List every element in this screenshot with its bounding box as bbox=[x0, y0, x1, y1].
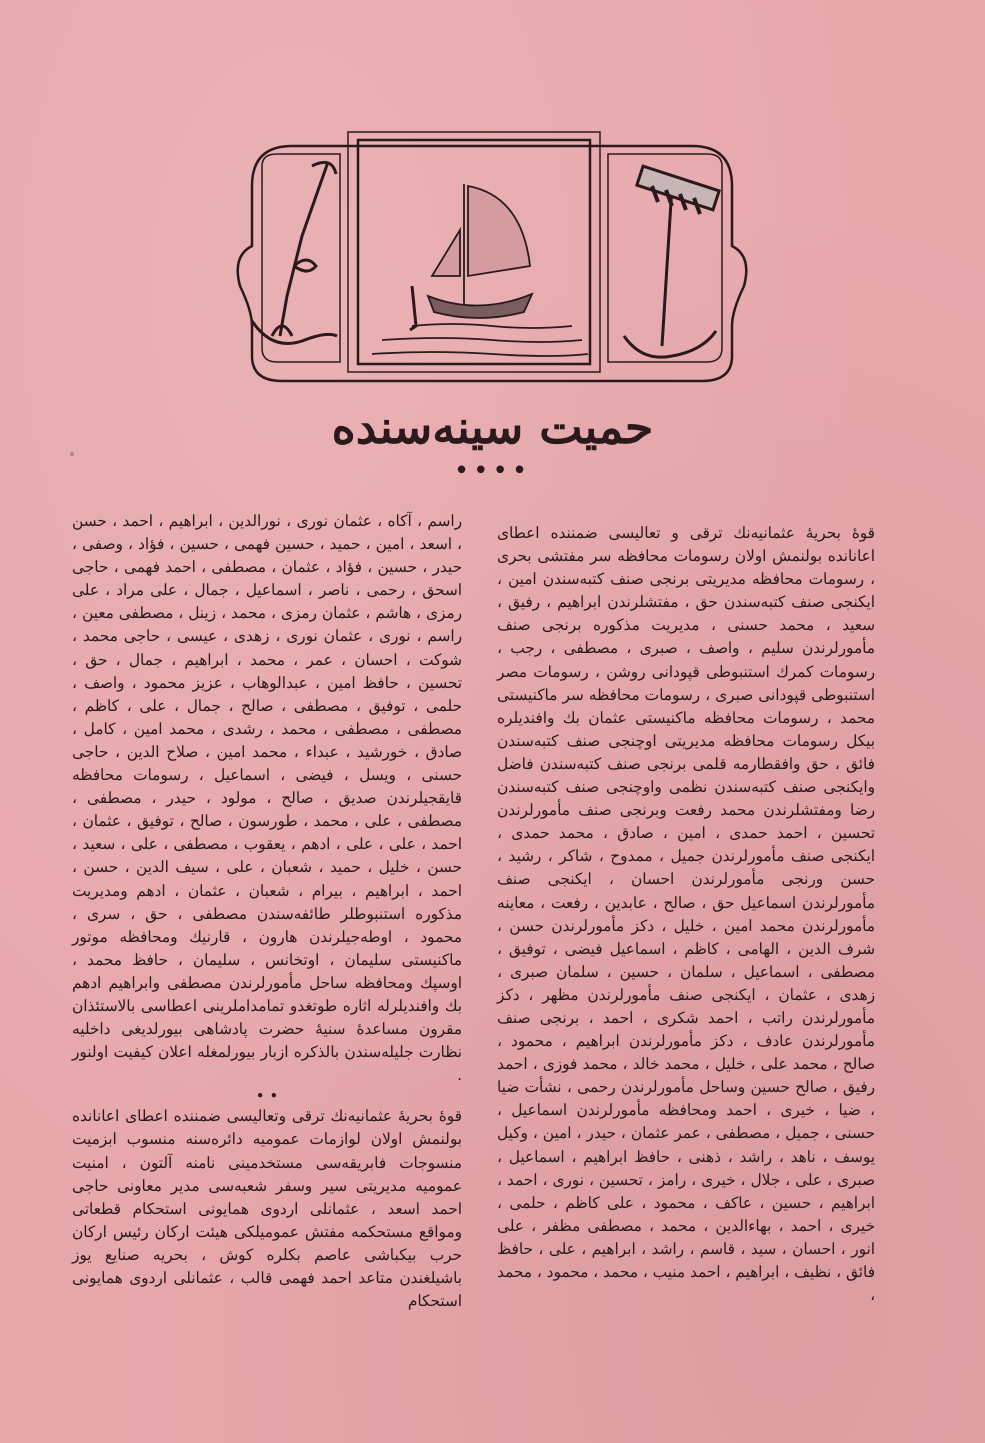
left-column-paragraph-2: قوهٔ بحریهٔ عثمانیه‌نك ترقی وتعالیسی ضمننده اعطای اعانانده بولنمش اولان لوازمات عمومیه دائره‌سنه منسوب ابزمیت منسوجات فابریقه‌سی مستخدمینی نامنه آلتون ، امنیت عمومیه مدیریتی سیر وسفر شعبه‌سی مدیر معاونی حاجی احمد اسعد ، عثمانلی اردوی همایونی استحکام قطعاتی ومواقع مستحکمه مفتش عمومیلکی هیئت ارکان رئیس ارکان حرب بیکباشی عاصم بکلره کوش ، بحریه صنایع یوز باشیلغندن متاعد احمد فهمی قالب ، عثمانلی اردوی همایونی استحکام bbox=[72, 1107, 462, 1311]
right-column-paragraph: قوهٔ بحریهٔ عثمانیه‌نك ترقی و تعالیسی ضمننده اعطای اعانانده بولنمش اولان رسومات محافظه سر مفتشی بحری ، رسومات محافظه مدیریتی برنجی صنف کتبه‌سندن امین ، ایکنجی صنف کتبه‌سندن حق ، مفتشلرندن ابراهیم ، رفیق ، سعید ، محمد حسنی ، مدیریت مذکوره برنجی صنف مأمورلرندن سلیم ، واصف ، صبری ، مصطفی ، رجب ، رسومات کمرك استنبوطی قپودانی روشن ، رسومات مصر استنبوطی قپودانی صبری ، رسومات محافظه سر ماکنیستی محمد ، رسومات محافظه ماکنیستی عثمان بك وافندیلره بیکل رسومات محافظه مدیریتی اوچنجی صنف کتبه‌سندن فائق ، حق وافقطارمه قلمی برنجی صنف کتبه‌سندن فاضل وایکنجی صنف کتبه‌سندن نظمی واوچنجی صنف کتبه‌سندن رضا ومفتشلرندن محمد رفعت وبرنجی صنف مأمورلرندن تحسین ، احمد حمدی ، امین ، صادق ، محمد حمدی ، ایکنجی صنف مأمورلرندن جمیل ، ممدوح ، شاکر ، رشید ، حسن ورنجی مأمورلرندن احسان ، ایکنجی صنف مأمورلرندن اسماعیل حق ، صالح ، عابدین ، رفعت ، معاینه مأمورلرندن محمد امین ، خلیل ، دکز مأمورلرندن حسن ، شرف الدین ، الهامی ، کاظم ، اسماعیل فیضی ، توفیق ، مصطفی ، اسماعیل ، سلمان ، حسین ، سلمان صبری ، زهدی ، عثمان ، ایکنجی صنف مأمورلرندن مظهر ، دکز مأمورلرندن راتب ، احمد شکری ، احمد ، برنجی صنف مأمورلرندن عادف ، دکز مأمورلرندن ابراهیم ، محمود ، صالح ، محمد علی ، خلیل ، محمد خالد ، محمد فوزی ، احمد رفیق ، صالح حسین وساحل مأمورلرندن رحمی ، نشأت ضیا ، ضیا ، خیری ، احمد ومحافظه مأمورلرندن اسماعیل ، حسنی ، جمیل ، مصطفی ، عمر عثمان ، حیدر ، امین ، وکیل یوسف ، ناهد ، راشد ، ذهنی ، حافظ ابراهیم ، اسماعیل ، صبری ، علی ، جلال ، خیری ، رامز ، تحسین ، نوری ، احمد ، ابراهیم ، حسین ، عاکف ، محمود ، علی کاظم ، حلمی ، خیری ، احمد ، بهاءالدین ، محمد ، مصطفی مظفر ، علی انور ، احسان ، سید ، قاسم ، راشد ، ابراهیم ، علی ، حافظ فائق ، نظیف ، ابراهیم ، احمد منیب ، محمد ، محمود ، محمد ، bbox=[497, 524, 876, 1305]
page-title: حمیت سینه‌سنده bbox=[331, 400, 654, 454]
left-column-paragraph-1: راسم ، آکاه ، عثمان نوری ، نورالدین ، ابراهیم ، احمد ، حسن ، اسعد ، امین ، حمید ، حسین فهمی ، حسین ، فؤاد ، وصفی ، حیدر ، حسین ، فؤاد ، عثمان ، مصطفی ، احمد فهمی ، حاجی اسحق ، رحمی ، ناصر ، اسماعیل ، جمال ، علی مراد ، علی رمزی ، هاشم ، عثمان رمزی ، محمد ، زینل ، مصطفی معین ، راسم ، نوری ، عثمان نوری ، زهدی ، عیسی ، حاجی محمد ، شوکت ، احسان ، عمر ، محمد ، ابراهیم ، جمال ، حق ، تحسین ، حافظ امین ، عبدالوهاب ، عزیز محمود ، واصف ، حلمی ، توفیق ، مصطفی ، صالح ، جمال ، علی ، کاظم ، مصطفی ، مصطفی ، محمد ، رشدی ، محمد امین ، کامل ، صادق ، خورشید ، عبداء ، محمد امین ، صلاح الدین ، حاجی حسنی ، ویسل ، فیضی ، اسماعیل ، رسومات محافظه قایقجیلرندن صدیق ، صالح ، مولود ، حیدر ، مصطفی ، مصطفی ، علی ، محمد ، طورسون ، صالح ، توفیق ، عثمان ، احمد ، علی ، علی ، ادهم ، یعقوب ، مصطفی ، علی ، سعید ، حسن ، خلیل ، حمید ، شعبان ، علی ، سیف الدین ، حسن ، احمد ، ابراهیم ، بیرام ، شعبان ، عثمان ، ادهم ومدیریت مذکوره استنبوطلر طائفه‌سندن مصطفی ، حق ، سری ، محمود ، اوطه‌جیلرندن هارون ، قارنیك ومحافظه موتور ماکنیستی سلیمان ، اوتخانس ، سلیمان ، حافظ محمد ، اوسپك ومحافظه ساحل مأمورلرندن مصطفی وابراهیم ادهم بك وافندیلرله اثاره طوتغدو تمامداملرینی اعطاسی بالاستئذان مقرون مساعدهٔ سنیهٔ حضرت پادشاهی بیورلدیغی داخلیه نظارت جلیله‌سندن بالذکره ازبار بیورلمغله اعلان کیفیت اولنور . bbox=[72, 512, 462, 1085]
right-column bbox=[497, 522, 875, 1307]
paper-speck bbox=[70, 452, 74, 456]
section-separator: • • bbox=[255, 1087, 279, 1106]
title-ornament: •••• bbox=[453, 456, 532, 486]
ship-and-anchors-illustration bbox=[232, 126, 752, 388]
left-column bbox=[72, 510, 462, 1313]
